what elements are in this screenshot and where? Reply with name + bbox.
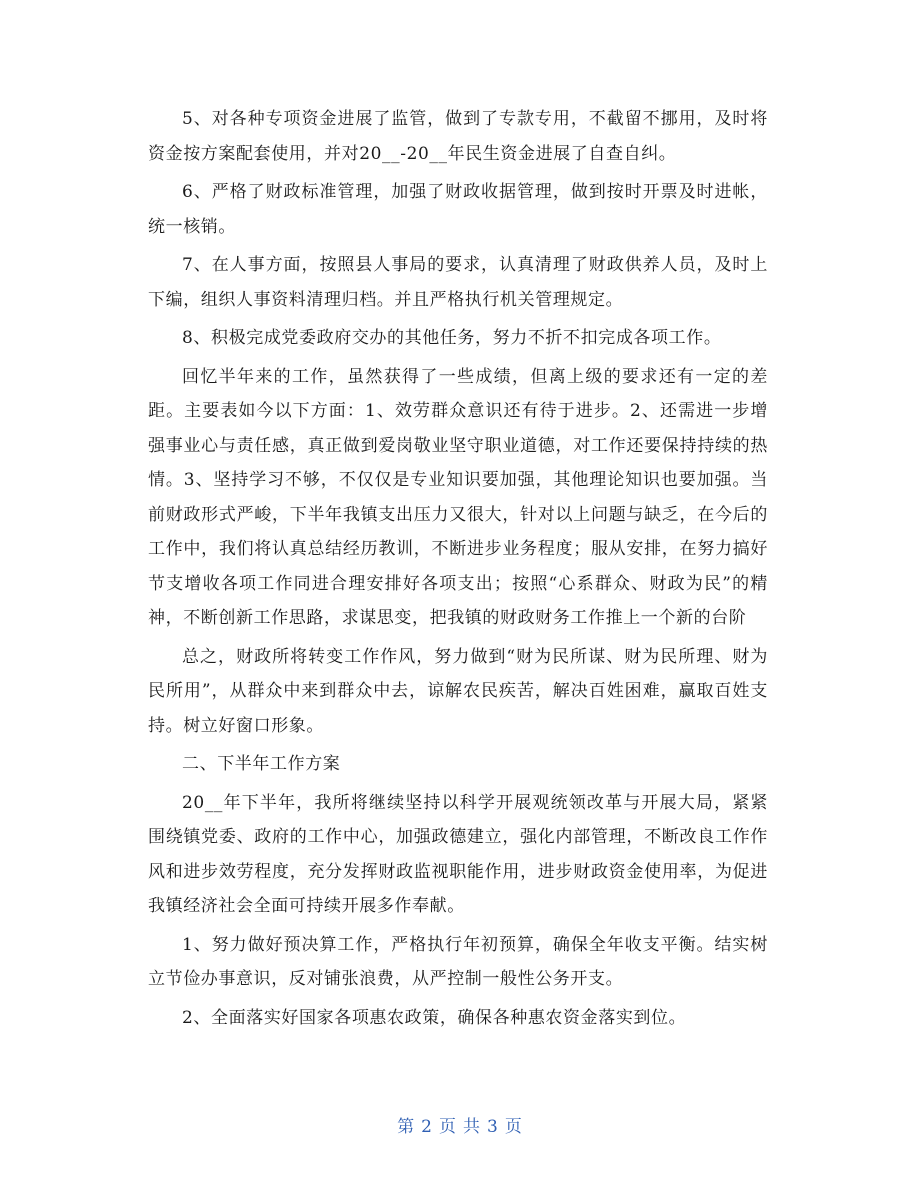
paragraph-plan-intro: 20__年下半年，我所将继续坚持以科学开展观统领改革与开展大局，紧紧围绕镇党委、政府的工作中心，加强政德建立，强化内部管理，不断改良工作作风和进步效劳程度，充分发挥财政监视职能作用，进步财政资金使用率，为促进我镇经济社会全面可持续开展多作奉献。 bbox=[148, 792, 768, 916]
document-body bbox=[148, 102, 768, 1039]
paragraph-summary: 总之，财政所将转变工作作风，努力做到“财为民所谋、财为民所理、财为民所用”，从群众中来到群众中去，谅解农民疾苦，解决百姓困难，赢取百姓支持。树立好窗口形象。 bbox=[148, 646, 768, 736]
footer-prefix: 第 bbox=[397, 1117, 416, 1137]
paragraph-review: 回忆半年来的工作，虽然获得了一些成绩，但离上级的要求还有一定的差距。主要表如今以下方面：1、效劳群众意识还有待于进步。2、还需进一步增强事业心与责任感，真正做到爱岗敬业坚守职业道德，对工作还要保持持续的热情。3、坚持学习不够，不仅仅是专业知识要加强，其他理论知识也要加强。当前财政形式严峻，下半年我镇支出压力又很大，针对以上问题与缺乏，在今后的工作中，我们将认真总结经历教训，不断进步业务程度；服从安排，在努力搞好节支增收各项工作同进合理安排好各项支出；按照“心系群众、财政为民”的精神，不断创新工作思路，求谋思变，把我镇的财政财务工作推上一个新的台阶 bbox=[148, 366, 768, 628]
paragraph-item-5: 5、对各种专项资金进展了监管，做到了专款专用，不截留不挪用，及时将资金按方案配套使用，并对20__-20__年民生资金进展了自查自纠。 bbox=[148, 109, 768, 164]
footer-total-pages: 3 bbox=[487, 1117, 499, 1137]
section-heading: 二、下半年工作方案 bbox=[182, 754, 341, 774]
footer-suffix: 页 bbox=[504, 1117, 523, 1137]
paragraph-plan-1: 1、努力做好预决算工作，严格执行年初预算，确保全年收支平衡。结实树立节俭办事意识，反对铺张浪费，从严控制一般性公务开支。 bbox=[148, 934, 768, 989]
page-number-footer bbox=[0, 1112, 920, 1137]
paragraph-plan-2: 2、全面落实好国家各项惠农政策，确保各种惠农资金落实到位。 bbox=[182, 1007, 687, 1028]
paragraph-item-8: 8、积极完成党委政府交办的其他任务，努力不折不扣完成各项工作。 bbox=[182, 328, 722, 348]
paragraph-item-7: 7、在人事方面，按照县人事局的要求，认真清理了财政供养人员，及时上下编，组织人事资料清理归档。并且严格执行机关管理规定。 bbox=[148, 255, 768, 310]
footer-total-word: 共 bbox=[463, 1117, 481, 1137]
footer-page-word: 页 bbox=[439, 1117, 457, 1137]
paragraph-item-6: 6、严格了财政标准管理，加强了财政收据管理，做到按时开票及时进帐，统一核销。 bbox=[148, 182, 768, 237]
footer-current-page: 2 bbox=[421, 1117, 433, 1137]
